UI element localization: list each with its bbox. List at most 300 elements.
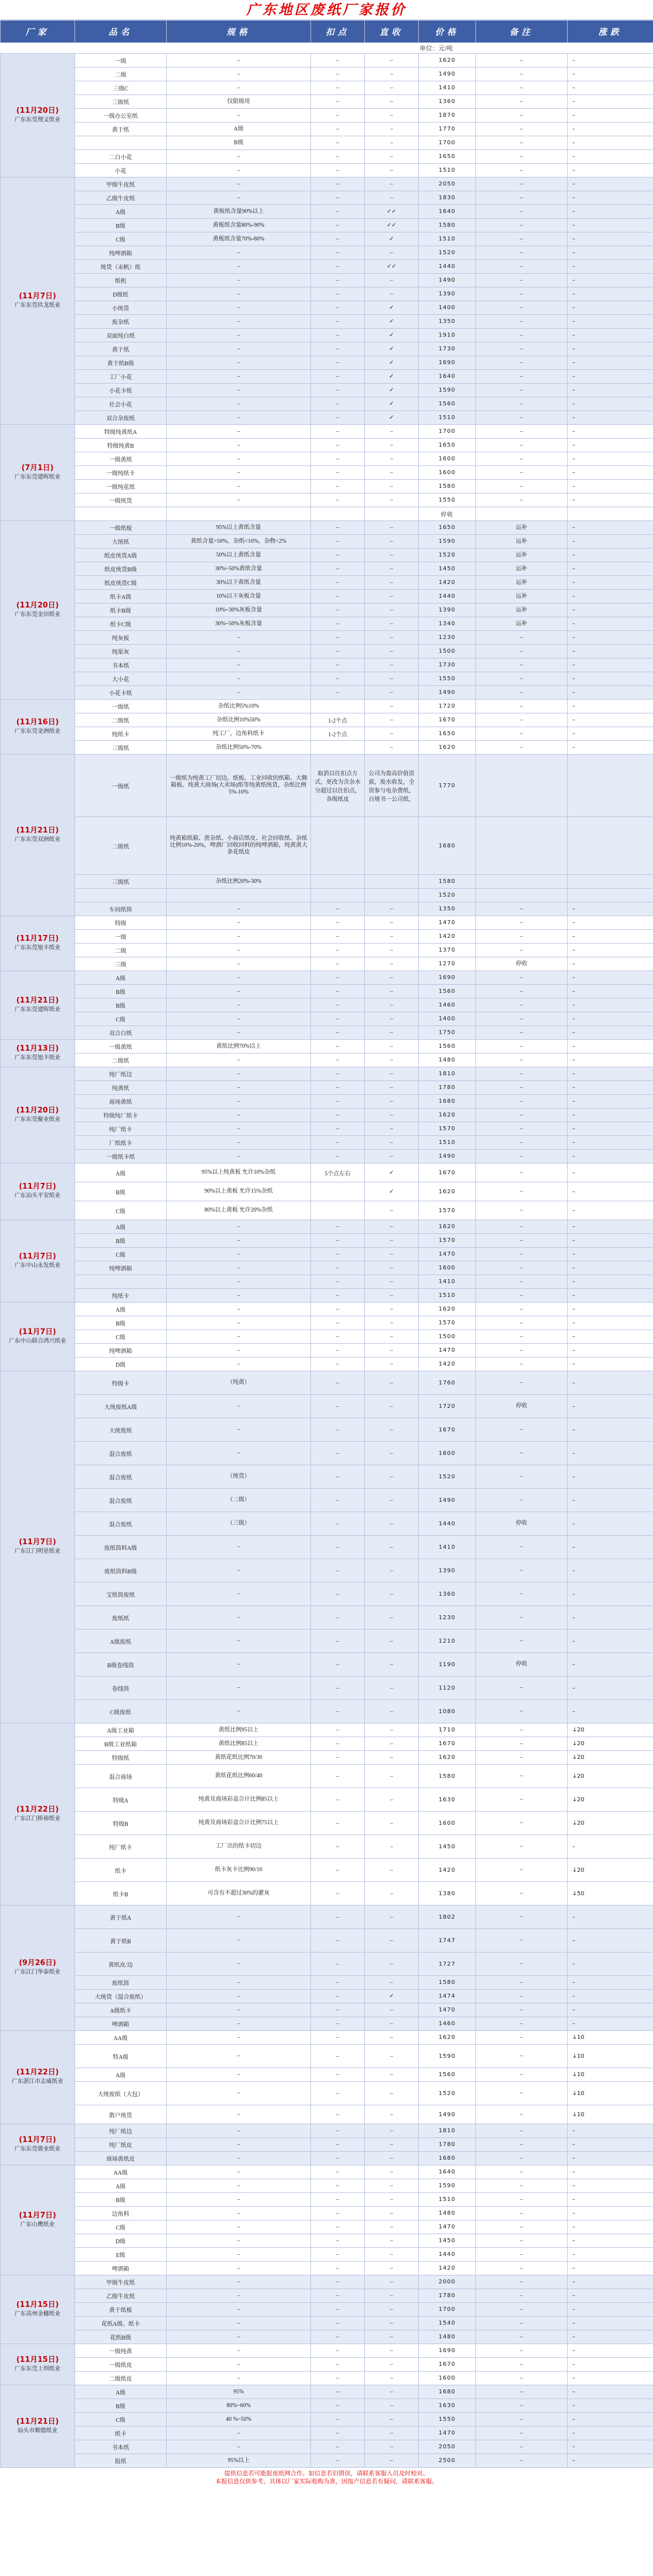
cell-note: – (476, 902, 568, 916)
cell-direct: – (365, 2068, 419, 2082)
cell-name: 纸机 (75, 274, 167, 287)
cell-deduct: – (311, 1418, 365, 1442)
cell-price: 1600 (419, 1442, 476, 1465)
cell-price: 1470 (419, 916, 476, 930)
cell-note: 停收 (476, 1395, 568, 1418)
table-row (1, 672, 653, 686)
cell-change: – (568, 123, 653, 136)
cell-note: – (476, 2289, 568, 2303)
cell-note: – (476, 2152, 568, 2165)
cell-deduct: – (311, 466, 365, 480)
cell-price: 1570 (419, 1234, 476, 1248)
cell-direct: ✓ (365, 301, 419, 315)
cell-name: 黄于纸B级 (75, 356, 167, 370)
cell-change: – (568, 1583, 653, 1606)
cell-direct: – (365, 1358, 419, 1371)
cell-deduct (311, 700, 365, 713)
table-row (1, 1653, 653, 1676)
cell-change: – (568, 2330, 653, 2344)
cell-name: 双合白纸 (75, 1026, 167, 1040)
table-row (1, 1201, 653, 1220)
table-row (1, 1882, 653, 1906)
cell-note: – (476, 246, 568, 260)
header-company: 厂家 (1, 21, 75, 43)
cell-change (568, 817, 653, 875)
cell-name: 纸卡B (75, 1882, 167, 1906)
cell-spec: 可含有不超过30%的灌灰 (167, 1882, 311, 1906)
cell-price: 1680 (419, 1095, 476, 1108)
cell-change: – (568, 260, 653, 274)
cell-direct: – (365, 1737, 419, 1751)
cell-deduct: – (311, 480, 365, 494)
cell-direct: ✓ (365, 370, 419, 384)
cell-note: – (476, 232, 568, 246)
table-row (1, 1220, 653, 1234)
cell-spec: – (167, 686, 311, 700)
cell-direct: – (365, 2082, 419, 2105)
cell-spec: – (167, 1026, 311, 1040)
company-cell (1, 177, 75, 425)
table-row (1, 136, 653, 150)
table-row (1, 1289, 653, 1303)
cell-direct: – (365, 2193, 419, 2207)
cell-spec: 杂纸比例20%-30% (167, 875, 311, 889)
cell-direct: – (365, 425, 419, 439)
cell-deduct: – (311, 1122, 365, 1136)
table-row (1, 944, 653, 957)
cell-price: 1510 (419, 1136, 476, 1150)
cell-price: 1420 (419, 576, 476, 590)
cell-note: – (476, 1906, 568, 1929)
cell-spec: – (167, 1289, 311, 1303)
cell-deduct: – (311, 1275, 365, 1289)
cell-name: 纯渠灰 (75, 645, 167, 658)
cell-change: – (568, 2165, 653, 2179)
cell-name: 纯厂纸卡 (75, 1122, 167, 1136)
cell-name (75, 507, 167, 521)
cell-change: – (568, 603, 653, 617)
cell-deduct: – (311, 1653, 365, 1676)
cell-direct: – (365, 2105, 419, 2124)
cell-deduct: – (311, 1261, 365, 1275)
table-row (1, 971, 653, 985)
table-row (1, 1261, 653, 1275)
cell-direct: – (365, 287, 419, 301)
table-row (1, 1358, 653, 1371)
company-cell (1, 916, 75, 971)
table-row (1, 985, 653, 999)
cell-spec: – (167, 1906, 311, 1929)
table-row (1, 494, 653, 507)
table-row (1, 1976, 653, 1990)
cell-spec: – (167, 1559, 311, 1583)
cell-direct: – (365, 2003, 419, 2017)
cell-note: 运补 (476, 576, 568, 590)
cell-spec: – (167, 645, 311, 658)
cell-direct: – (365, 930, 419, 944)
cell-change: – (568, 2303, 653, 2317)
cell-spec: – (167, 957, 311, 971)
cell-price: 1520 (419, 549, 476, 562)
cell-deduct: – (311, 2317, 365, 2330)
cell-change: – (568, 1559, 653, 1583)
cell-direct: – (365, 985, 419, 999)
cell-note: – (476, 68, 568, 81)
cell-deduct: – (311, 1512, 365, 1536)
cell-spec: 杂纸比例50%-70% (167, 741, 311, 755)
cell-change: ↓20 (568, 1737, 653, 1751)
cell-name: 黄纸皮/边 (75, 1952, 167, 1976)
cell-note: – (476, 1358, 568, 1371)
cell-note: – (476, 2220, 568, 2234)
cell-direct: – (365, 2152, 419, 2165)
cell-direct: – (365, 2234, 419, 2248)
table-row (1, 617, 653, 631)
cell-note: – (476, 2248, 568, 2262)
cell-note: – (476, 411, 568, 425)
cell-name: 三级纸 (75, 741, 167, 755)
cell-deduct: – (311, 150, 365, 164)
cell-deduct: – (311, 2165, 365, 2179)
cell-direct: – (365, 480, 419, 494)
table-row (1, 1737, 653, 1751)
cell-change: – (568, 1906, 653, 1929)
cell-change: – (568, 2399, 653, 2413)
table-row (1, 1040, 653, 1054)
company-cell (1, 1163, 75, 1220)
cell-note: 运补 (476, 562, 568, 576)
cell-deduct: – (311, 1737, 365, 1751)
cell-note: – (476, 123, 568, 136)
cell-direct: – (365, 2399, 419, 2413)
table-row (1, 631, 653, 645)
cell-name: 黄于纸板 (75, 2303, 167, 2317)
table-row (1, 1054, 653, 1067)
cell-note: – (476, 480, 568, 494)
cell-name: 特级纯厂纸卡 (75, 1108, 167, 1122)
cell-change: – (568, 1095, 653, 1108)
cell-deduct: – (311, 315, 365, 329)
cell-deduct: – (311, 384, 365, 397)
cell-deduct: – (311, 1303, 365, 1316)
cell-change: – (568, 1418, 653, 1442)
cell-spec: – (167, 2275, 311, 2289)
cell-price: 1440 (419, 1512, 476, 1536)
cell-change: – (568, 1248, 653, 1261)
company-name: 广东江门明星纸业 (14, 1548, 61, 1555)
cell-direct: – (365, 2427, 419, 2440)
cell-name: 小统货 (75, 301, 167, 315)
table-row (1, 164, 653, 177)
cell-note: – (476, 700, 568, 713)
cell-name: 乙级牛皮纸 (75, 191, 167, 205)
cell-change: – (568, 1012, 653, 1026)
cell-spec: 纯黄及商场彩盒合计比例85以上 (167, 1788, 311, 1812)
cell-price: 1210 (419, 1630, 476, 1653)
table-row (1, 1136, 653, 1150)
cell-direct: – (365, 1906, 419, 1929)
cell-deduct: – (311, 957, 365, 971)
cell-price: 1670 (419, 1418, 476, 1442)
cell-name: 报纸 (75, 2454, 167, 2468)
cell-name: 纸皮统货B级 (75, 562, 167, 576)
cell-note (476, 755, 568, 817)
cell-direct: – (365, 2330, 419, 2344)
cell-note: 运补 (476, 603, 568, 617)
cell-name: 废杂纸 (75, 315, 167, 329)
cell-price: 1550 (419, 672, 476, 686)
cell-spec: – (167, 2344, 311, 2358)
cell-change: – (568, 136, 653, 150)
cell-note: – (476, 2358, 568, 2372)
cell-deduct: – (311, 2399, 365, 2413)
table-row (1, 2427, 653, 2440)
cell-price: 1440 (419, 2248, 476, 2262)
cell-deduct: – (311, 1929, 365, 1952)
company-name: 广东东莞旭丰纸业 (14, 1054, 61, 1061)
cell-deduct: – (311, 971, 365, 985)
cell-spec: 黄纸花纸比例70/30 (167, 1751, 311, 1765)
table-row (1, 246, 653, 260)
cell-deduct: – (311, 535, 365, 549)
cell-direct: ✓ (365, 1990, 419, 2003)
cell-change: – (568, 384, 653, 397)
cell-direct: – (365, 521, 419, 535)
table-row (1, 2454, 653, 2468)
cell-spec: – (167, 2427, 311, 2440)
table-row (1, 727, 653, 741)
cell-change: – (568, 480, 653, 494)
cell-direct: – (365, 1788, 419, 1812)
table-row (1, 177, 653, 191)
cell-note: – (476, 81, 568, 95)
cell-direct: – (365, 1606, 419, 1630)
cell-price: 1550 (419, 2413, 476, 2427)
table-row (1, 1765, 653, 1788)
cell-note: – (476, 2399, 568, 2413)
cell-name: 散户统货 (75, 2105, 167, 2124)
cell-name: 特级纸 (75, 1751, 167, 1765)
cell-name: 一级纸 (75, 755, 167, 817)
unit-label: 单位：元/吨 (419, 45, 453, 52)
cell-spec: – (167, 2003, 311, 2017)
cell-name: 小花 (75, 164, 167, 177)
cell-spec: 30%以下黄纸含量 (167, 576, 311, 590)
cell-deduct: – (311, 944, 365, 957)
table-body (1, 54, 653, 2468)
company-cell (1, 2385, 75, 2468)
cell-change: – (568, 1835, 653, 1859)
cell-change: – (568, 521, 653, 535)
table-row (1, 1418, 653, 1442)
table-row (1, 2207, 653, 2220)
cell-note: – (476, 1536, 568, 1559)
cell-price: 1620 (419, 2031, 476, 2045)
cell-deduct: – (311, 1234, 365, 1248)
cell-spec: – (167, 1653, 311, 1676)
cell-name: 纸卡B级 (75, 603, 167, 617)
cell-direct: ✓✓ (365, 205, 419, 219)
cell-note: – (476, 109, 568, 123)
cell-deduct: – (311, 2045, 365, 2068)
cell-name: 废纸筒料B级 (75, 1559, 167, 1583)
table-row (1, 1234, 653, 1248)
cell-price: 1580 (419, 1765, 476, 1788)
cell-deduct: – (311, 1788, 365, 1812)
cell-spec: – (167, 411, 311, 425)
cell-direct: – (365, 54, 419, 68)
cell-direct: – (365, 1700, 419, 1723)
cell-change: – (568, 191, 653, 205)
cell-spec: – (167, 2068, 311, 2082)
cell-spec: – (167, 1248, 311, 1261)
company-date: (11月7日) (18, 2135, 57, 2144)
cell-direct: – (365, 1812, 419, 1835)
cell-direct: – (365, 1536, 419, 1559)
cell-spec: 10%以下灰板含量 (167, 590, 311, 603)
table-row (1, 1371, 653, 1395)
cell-change: – (568, 1163, 653, 1182)
table-row (1, 2344, 653, 2358)
cell-name: 花纸A级、纸卡 (75, 2317, 167, 2330)
cell-deduct: 取消以往扣点方式，更改为含杂水分超过以往扣点，各级纸皮 (311, 755, 365, 817)
table-row (1, 301, 653, 315)
cell-deduct: – (311, 658, 365, 672)
cell-change: – (568, 315, 653, 329)
cell-price: 1474 (419, 1990, 476, 2003)
cell-name: 一级纸板 (75, 521, 167, 535)
cell-direct: – (365, 1723, 419, 1737)
table-row (1, 2003, 653, 2017)
cell-price: 1550 (419, 494, 476, 507)
table-row (1, 817, 653, 875)
cell-change: – (568, 576, 653, 590)
cell-spec: – (167, 2330, 311, 2344)
cell-spec: – (167, 452, 311, 466)
table-row (1, 902, 653, 916)
cell-price: 1620 (419, 1751, 476, 1765)
cell-name: 边角料 (75, 2207, 167, 2220)
cell-deduct: – (311, 2303, 365, 2317)
cell-spec: – (167, 1700, 311, 1723)
cell-name: 大统废纸 (75, 1418, 167, 1442)
cell-name: 特级 (75, 916, 167, 930)
cell-spec: – (167, 1150, 311, 1163)
cell-name: 废纸纸 (75, 1606, 167, 1630)
cell-name: A级 (75, 2068, 167, 2082)
cell-note: – (476, 2193, 568, 2207)
cell-name: 混合废纸 (75, 1512, 167, 1536)
cell-deduct: – (311, 1081, 365, 1095)
cell-deduct: – (311, 2248, 365, 2262)
cell-name: 特级A (75, 1788, 167, 1812)
cell-price: 1600 (419, 1812, 476, 1835)
cell-price: 1620 (419, 741, 476, 755)
cell-name: 特级纯黄纸A (75, 425, 167, 439)
cell-deduct (311, 1201, 365, 1220)
cell-spec: A级 (167, 123, 311, 136)
cell-note: – (476, 2344, 568, 2358)
cell-price: 1620 (419, 1220, 476, 1234)
cell-price: 1670 (419, 2358, 476, 2372)
cell-direct: – (365, 1489, 419, 1512)
cell-deduct: – (311, 576, 365, 590)
cell-price: 1450 (419, 1835, 476, 1859)
cell-note: – (476, 1095, 568, 1108)
cell-note: – (476, 1201, 568, 1220)
cell-direct: ✓ (365, 329, 419, 342)
cell-note: – (476, 425, 568, 439)
cell-spec: – (167, 1275, 311, 1289)
cell-spec: – (167, 999, 311, 1012)
cell-note: – (476, 1108, 568, 1122)
table-row (1, 535, 653, 549)
table-row (1, 1442, 653, 1465)
cell-deduct: – (311, 1012, 365, 1026)
cell-deduct: – (311, 1054, 365, 1067)
cell-price: 1520 (419, 1465, 476, 1489)
cell-price: 1650 (419, 521, 476, 535)
cell-note: – (476, 1700, 568, 1723)
cell-note: – (476, 1316, 568, 1330)
cell-note: – (476, 2330, 568, 2344)
cell-spec: – (167, 971, 311, 985)
table-row (1, 741, 653, 755)
cell-note: – (476, 1583, 568, 1606)
company-date: (11月7日) (18, 1538, 57, 1547)
table-row (1, 370, 653, 384)
cell-price: 1490 (419, 68, 476, 81)
table-row (1, 1751, 653, 1765)
cell-name: 大统废纸（大包） (75, 2082, 167, 2105)
cell-deduct: – (311, 1676, 365, 1700)
cell-note: – (476, 191, 568, 205)
cell-deduct: – (311, 985, 365, 999)
cell-deduct: – (311, 2289, 365, 2303)
cell-price: 1390 (419, 287, 476, 301)
cell-note: – (476, 686, 568, 700)
cell-spec: – (167, 1081, 311, 1095)
cell-change: – (568, 1952, 653, 1976)
cell-price: 1590 (419, 2179, 476, 2193)
cell-change: – (568, 164, 653, 177)
cell-price: 2050 (419, 2440, 476, 2454)
cell-direct: – (365, 439, 419, 452)
company-name: 广东东莞上圳纸业 (14, 2365, 61, 2372)
company-date: (11月7日) (18, 2211, 57, 2220)
cell-deduct: – (311, 2152, 365, 2165)
cell-name: 特A级 (75, 2045, 167, 2068)
cell-spec: – (167, 1676, 311, 1700)
cell-direct: – (365, 645, 419, 658)
cell-deduct: – (311, 1040, 365, 1054)
company-name: 广东东莞金田纸业 (14, 611, 61, 618)
cell-change: – (568, 68, 653, 81)
cell-direct: – (365, 1136, 419, 1150)
cell-spec: 纯工厂，边角料纸卡 (167, 727, 311, 741)
table-row (1, 109, 653, 123)
cell-price: 1580 (419, 219, 476, 232)
cell-spec: – (167, 2138, 311, 2152)
cell-change: – (568, 1275, 653, 1289)
cell-price: 1470 (419, 2220, 476, 2234)
cell-note: – (476, 356, 568, 370)
cell-deduct: – (311, 232, 365, 246)
cell-price: 1620 (419, 1182, 476, 1201)
cell-deduct: – (311, 1248, 365, 1261)
cell-price: 1600 (419, 466, 476, 480)
cell-direct: – (365, 1395, 419, 1418)
